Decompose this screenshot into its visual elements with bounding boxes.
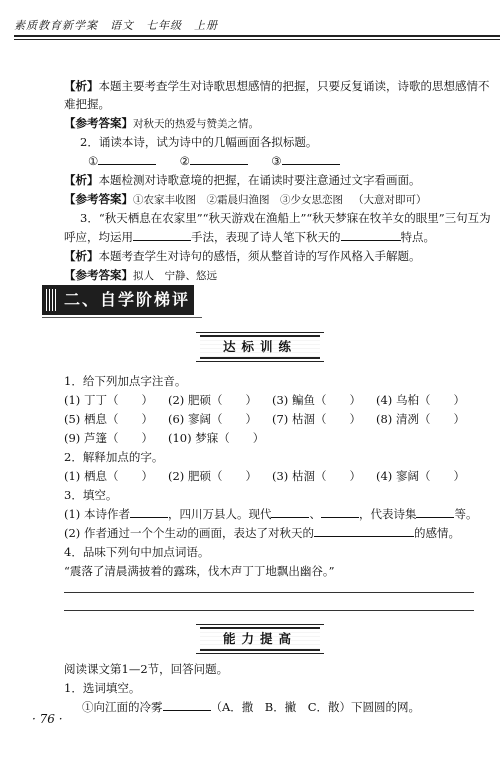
analysis-tag: 【析】	[64, 173, 99, 187]
fill-text-b: ，四川万县人。现代	[167, 507, 272, 521]
analysis-text: 本题检测对诗歌意境的把握，在诵读时要注意通过文字看画面。	[98, 173, 421, 187]
blank-author[interactable]	[130, 506, 168, 518]
exercise-2: 2．解释加点的字。	[64, 450, 164, 464]
q3-text-c: 特点。	[400, 230, 435, 244]
analysis-tag: 【析】	[64, 79, 99, 93]
exercise-2-row	[64, 468, 476, 484]
analysis-3	[64, 248, 421, 264]
answer-3	[64, 267, 217, 284]
analysis-text: 本题主要考查学生对诗歌思想感情的把握，只要反复诵读，诗歌的思想感情不	[98, 79, 490, 93]
pinyin-item-7: (7) 枯涸（ ）	[272, 412, 361, 426]
blank-marker-3: ③	[271, 154, 282, 168]
q3-text-b: 手法，表现了诗人笔下秋天的	[191, 230, 341, 244]
blank-collection[interactable]	[416, 506, 454, 518]
answer-tag: 【参考答案】	[64, 116, 133, 130]
pinyin-item-5: (5) 栖息（ ）	[64, 412, 153, 426]
blank-1[interactable]	[98, 153, 156, 165]
header-rule-thin	[14, 39, 500, 40]
exercise-1-row-1	[64, 392, 476, 408]
exercise-3-line-1	[64, 506, 477, 522]
question-2-blanks	[88, 153, 340, 169]
answer-line-2[interactable]	[64, 610, 474, 611]
blank-emotion[interactable]	[314, 525, 414, 537]
answer-text: 拟人 宁静、悠远	[133, 270, 217, 282]
reading-question-1: 1．选词填空。	[64, 681, 141, 695]
fill-text-a: (1) 本诗作者	[64, 507, 130, 521]
blank-feature[interactable]	[341, 229, 401, 241]
header-rule	[14, 35, 500, 37]
blank-3[interactable]	[282, 153, 340, 165]
analysis-1	[64, 78, 490, 94]
exercise-3: 3．填空。	[64, 488, 118, 502]
analysis-text: 本题考查学生对诗句的感悟，须从整首诗的写作风格入手解题。	[98, 249, 421, 263]
define-item-3: (3) 枯涸（ ）	[272, 469, 361, 483]
pinyin-item-8: (8) 清冽（ ）	[376, 412, 465, 426]
blank-role-2[interactable]	[321, 506, 359, 518]
exercise-1: 1．给下列加点字注音。	[64, 374, 187, 388]
q3-text-a: 呼应，均运用	[64, 230, 133, 244]
answer-text: 对秋天的热爱与赞美之情。	[133, 118, 259, 130]
define-item-2: (2) 肥硕（ ）	[168, 469, 257, 483]
exercise-1-row-2	[64, 411, 476, 427]
pinyin-item-4: (4) 乌桕（ ）	[376, 393, 465, 407]
question-3-cont	[64, 229, 435, 245]
analysis-tag: 【析】	[64, 249, 99, 263]
subsection-title-ability: 能力提高	[200, 627, 320, 651]
exercise-4-quote: “震落了清晨满披着的露珠，伐木声丁丁地飘出幽谷。”	[64, 564, 335, 578]
reading-text-b: （A．撒 B．撇 C．散）下圆圆的网。	[210, 700, 421, 714]
analysis-1-cont	[64, 96, 110, 112]
blank-2[interactable]	[190, 153, 248, 165]
reading-text-a: ①向江面的冷雾	[82, 700, 163, 714]
exercise-4: 4．品味下列句中加点词语。	[64, 545, 210, 559]
fill-text-f: (2) 作者通过一个个生动的画面，表达了对秋天的	[64, 526, 314, 540]
exercise-1-row-3	[64, 430, 272, 446]
exercise-3-line-2	[64, 525, 460, 541]
answer-text: ①农家丰收图 ②霜晨归渔图 ③少女思恋图	[133, 194, 343, 206]
answer-line-1[interactable]	[64, 592, 474, 593]
answer-tag: 【参考答案】	[64, 268, 133, 282]
analysis-2	[64, 172, 421, 188]
book-title: 素质教育新学案 语文 七年级 上册	[14, 19, 218, 32]
pinyin-item-1: (1) 丁丁（ ）	[64, 393, 153, 407]
pinyin-item-6: (6) 寥阔（ ）	[168, 412, 257, 426]
answer-2	[64, 191, 427, 208]
define-item-1: (1) 栖息（ ）	[64, 469, 153, 483]
section-heading: 二、自学阶梯评估	[42, 285, 194, 315]
analysis-text-cont: 难把握。	[64, 97, 110, 111]
blank-marker-2: ②	[179, 154, 190, 168]
fill-text-d: ，代表诗集	[358, 507, 417, 521]
reading-item-1	[82, 699, 420, 715]
blank-technique[interactable]	[133, 229, 191, 241]
pinyin-item-9: (9) 芦篷（ ）	[64, 431, 153, 445]
pinyin-item-2: (2) 肥硕（ ）	[168, 393, 257, 407]
question-2: 2．诵读本诗，试为诗中的几幅画面各拟标题。	[80, 135, 318, 149]
answer-1	[64, 115, 259, 132]
fill-text-c: 、	[309, 507, 321, 521]
reading-intro: 阅读课文第1—2节，回答问题。	[64, 662, 229, 676]
blank-marker-1: ①	[88, 154, 99, 168]
answer-note: （大意对即可）	[353, 194, 427, 206]
page-header	[0, 0, 500, 40]
subsection-title-standard: 达标训练	[200, 335, 320, 359]
blank-word-choice[interactable]	[163, 699, 211, 711]
pinyin-item-10: (10) 梦寐（ ）	[168, 431, 265, 445]
fill-text-e: 等。	[454, 507, 478, 521]
section-underline	[42, 317, 202, 318]
answer-tag: 【参考答案】	[64, 192, 133, 206]
pinyin-item-3: (3) 鳊鱼（ ）	[272, 393, 361, 407]
blank-role-1[interactable]	[271, 506, 309, 518]
question-3: 3．“秋天栖息在农家里”“秋天游戏在渔船上”“秋天梦寐在牧羊女的眼里”三句互为	[80, 211, 491, 225]
page-number: · 76 ·	[32, 712, 63, 726]
fill-text-g: 的感情。	[413, 526, 460, 540]
define-item-4: (4) 寥阔（ ）	[376, 469, 465, 483]
